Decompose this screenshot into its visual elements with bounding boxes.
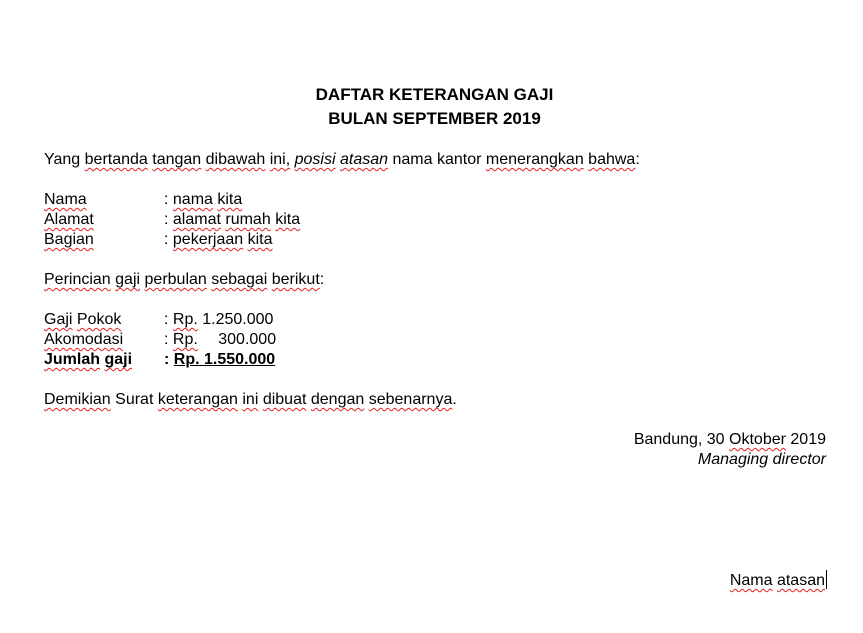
intro-word: bahwa — [588, 151, 636, 168]
intro-word: menerangkan — [485, 151, 584, 168]
intro-word-italic: atasan — [339, 151, 389, 168]
document-title-line1: DAFTAR KETERANGAN GAJI — [315, 85, 554, 104]
signature-position: Managing director — [697, 451, 826, 468]
salary-total-label: Jumlah gaji — [44, 351, 133, 368]
text-cursor — [826, 570, 827, 589]
identity-label: Nama — [44, 191, 87, 208]
intro-word-italic: posisi — [294, 151, 336, 168]
intro-word: nama kantor — [392, 151, 482, 168]
salary-value: : Rp. 1.250.000 — [164, 311, 274, 328]
document-title-line2: BULAN SEPTEMBER 2019 — [328, 109, 541, 128]
signature-name[interactable]: Nama atasan — [729, 572, 825, 589]
identity-value: : nama kita — [164, 191, 243, 208]
intro-word: bertanda — [84, 151, 148, 168]
identity-value: : alamat rumah kita — [164, 211, 301, 228]
intro-colon: : — [635, 151, 640, 168]
identity-value: : pekerjaan kita — [164, 231, 273, 248]
salary-label: Akomodasi — [44, 331, 124, 348]
salary-intro-paragraph: Perincian gaji perbulan sebagai berikut: — [44, 271, 325, 288]
salary-total-value: : Rp. 1.550.000 — [164, 351, 276, 368]
identity-label: Bagian — [44, 231, 94, 248]
intro-word: tangan — [152, 151, 202, 168]
intro-word: Yang — [44, 151, 81, 168]
signature-place-date: Bandung, 30 Oktober 2019 — [633, 431, 826, 448]
salary-value: : Rp. 300.000 — [164, 331, 277, 348]
identity-label: Alamat — [44, 211, 94, 228]
salary-label: Gaji Pokok — [44, 311, 122, 328]
closing-paragraph: Demikian Surat keterangan ini dibuat dengan sebenarnya. — [44, 391, 457, 408]
intro-word: dibawah — [205, 151, 266, 168]
intro-paragraph — [44, 150, 640, 170]
intro-word: ini, — [269, 151, 291, 168]
